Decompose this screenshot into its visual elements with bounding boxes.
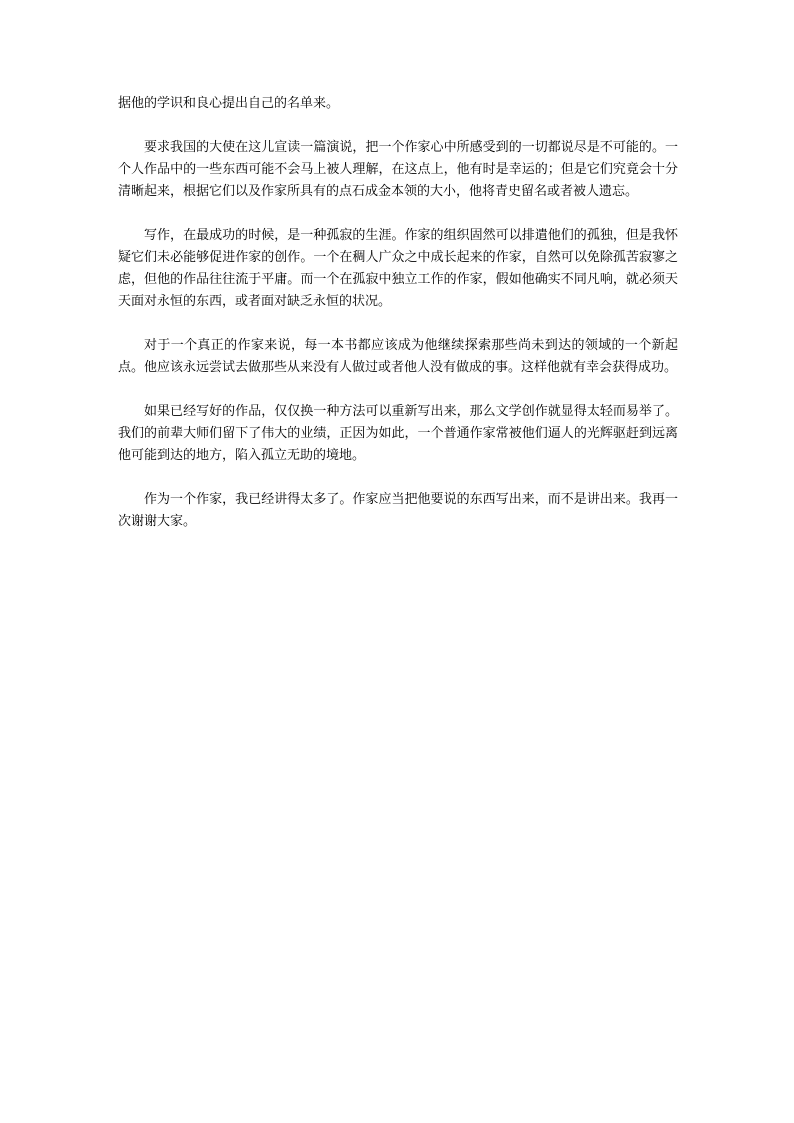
paragraph-3: 写作，在最成功的时候，是一种孤寂的生涯。作家的组织固然可以排遣他们的孤独，但是我怀疑它们未必能够促进作家的创作。一个在稠人广众之中成长起来的作家，自然可以免除孤苦寂寥之虑，但他的作品往往流于平庸。而一个在孤寂中独立工作的作家，假如他确实不同凡响，就必须天天面对永恒的东西，或者面对缺乏永恒的状况。 <box>118 228 678 309</box>
paragraph-2: 要求我国的大使在这儿宣读一篇演说，把一个作家心中所感受到的一切都说尽是不可能的。一个人作品中的一些东西可能不会马上被人理解，在这点上，他有时是幸运的；但是它们究竟会十分清晰起来，根据它们以及作家所具有的点石成金本领的大小，他将青史留名或者被人遗忘。 <box>118 140 678 199</box>
paragraph-1: 据他的学识和良心提出自己的名单来。 <box>118 96 340 111</box>
paragraph-4: 对于一个真正的作家来说，每一本书都应该成为他继续探索那些尚未到达的领域的一个新起点。他应该永远尝试去做那些从来没有人做过或者他人没有做成的事。这样他就有幸会获得成功。 <box>118 338 678 375</box>
paragraph-6: 作为一个作家，我已经讲得太多了。作家应当把他要说的东西写出来，而不是讲出来。我再一次谢谢大家。 <box>118 492 678 529</box>
paragraph-5: 如果已经写好的作品，仅仅换一种方法可以重新写出来，那么文学创作就显得太轻而易举了。我们的前辈大师们留下了伟大的业绩，正因为如此，一个普通作家常被他们逼人的光辉驱赶到远离他可能到达的地方，陷入孤立无助的境地。 <box>118 404 678 463</box>
document-body <box>118 93 678 555</box>
